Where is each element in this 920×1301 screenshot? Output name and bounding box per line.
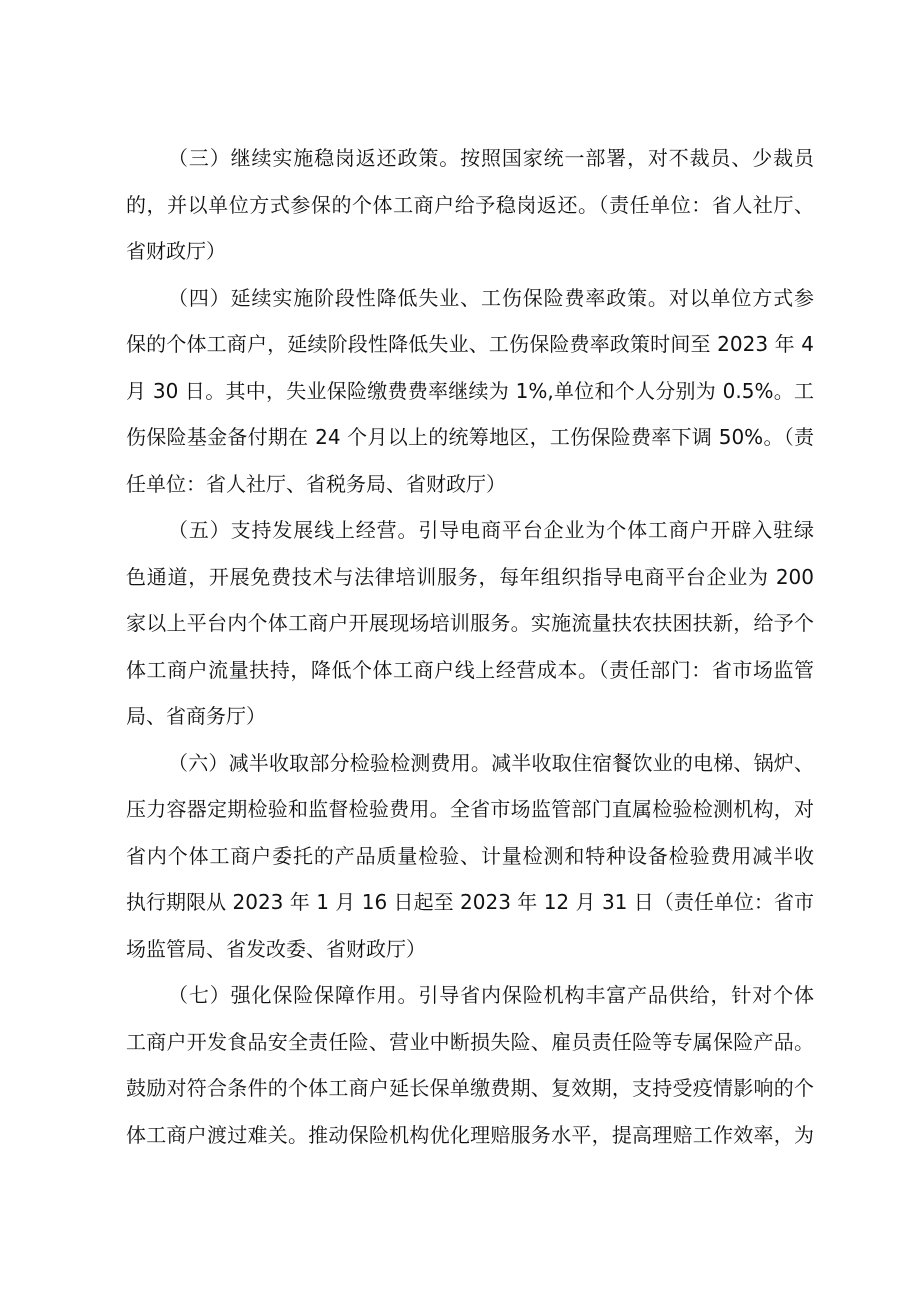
text-line: 省财政厅） bbox=[126, 239, 226, 263]
paragraph-5-online-business-support bbox=[126, 507, 814, 740]
paragraph-4-insurance-rate-reduction bbox=[126, 275, 814, 508]
text-line: （四）延续实施阶段性降低失业、工伤保险费率政策。对以单位方式参 bbox=[168, 285, 814, 310]
text-line: 月 30 日。其中，失业保险缴费费率继续为 1%,单位和个人分别为 0.5%。工 bbox=[126, 378, 814, 403]
text-line: 家以上平台内个体工商户开展现场培训服务。实施流量扶农扶困扶新，给予个 bbox=[126, 611, 814, 635]
text-line: 工商户开发食品安全责任险、营业中断损失险、雇员责任险等专属保险产品。 bbox=[126, 1029, 814, 1054]
text-line: 执行期限从 2023 年 1 月 16 日起至 2023 年 12 月 31 日（责任单位：省市 bbox=[126, 890, 814, 914]
document-body bbox=[126, 135, 814, 1158]
text-line: 色通道，开展免费技术与法律培训服务，每年组织指导电商平台企业为 200 bbox=[126, 564, 814, 589]
text-line: 局、省商务厅） bbox=[126, 704, 266, 728]
text-line: 省内个体工商户委托的产品质量检验、计量检测和特种设备检验费用减半收 bbox=[126, 843, 814, 868]
paragraph-7-insurance-protection bbox=[126, 972, 814, 1158]
text-line: 的，并以单位方式参保的个体工商户给予稳岗返还。（责任单位：省人社厅、 bbox=[126, 192, 814, 217]
text-line: 场监管局、省发改委、省财政厅） bbox=[126, 936, 426, 961]
paragraph-3-job-stabilization-refund bbox=[126, 135, 814, 275]
text-line: 鼓励对符合条件的个体工商户延长保单缴费期、复效期，支持受疫情影响的个 bbox=[126, 1076, 814, 1100]
text-line: （七）强化保险保障作用。引导省内保险机构丰富产品供给，针对个体 bbox=[168, 983, 814, 1007]
text-line: （三）继续实施稳岗返还政策。按照国家统一部署，对不裁员、少裁员 bbox=[168, 146, 814, 170]
text-line: 体工商户渡过难关。推动保险机构优化理赔服务水平，提高理赔工作效率，为 bbox=[126, 1122, 814, 1147]
text-line: 任单位：省人社厅、省税务局、省财政厅） bbox=[126, 471, 506, 496]
text-line: 保的个体工商户，延续阶段性降低失业、工伤保险费率政策时间至 2023 年 4 bbox=[126, 332, 814, 356]
text-line: 体工商户流量扶持，降低个体工商户线上经营成本。（责任部门：省市场监管 bbox=[126, 657, 814, 682]
paragraph-6-inspection-fee-reduction bbox=[126, 740, 814, 973]
text-line: （五）支持发展线上经营。引导电商平台企业为个体工商户开辟入驻绿 bbox=[168, 518, 814, 542]
text-line: 压力容器定期检验和监督检验费用。全省市场监管部门直属检验检测机构，对 bbox=[126, 797, 814, 821]
text-line: （六）减半收取部分检验检测费用。减半收取住宿餐饮业的电梯、锅炉、 bbox=[168, 750, 814, 775]
text-line: 伤保险基金备付期在 24 个月以上的统筹地区，工伤保险费率下调 50%。（责 bbox=[126, 425, 814, 449]
